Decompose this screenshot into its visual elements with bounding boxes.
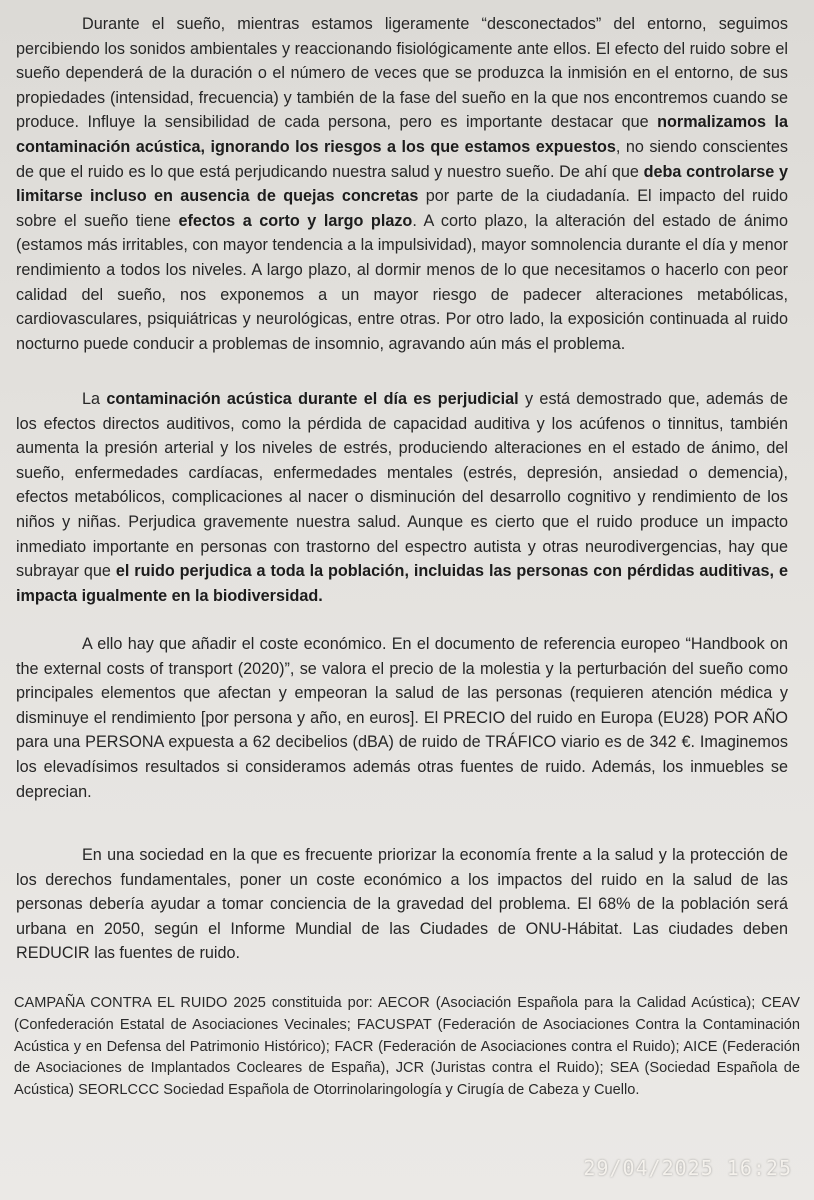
text-run: A ello hay que añadir el coste económico. En el documento de referencia europeo “Handbook on the external costs of transport (2020)”, se valora el precio de la molestia y la perturbación del sueño como principales elementos que afectan y empeoran la salud de las personas (requieren atención médica y disminuye el rendimiento [por persona y año, en euros]. El PRECIO del ruido en Europa (EU28) POR AÑO para una PERSONA expuesta a 62 decibelios (dBA) de ruido de TRÁFICO viario es de 342 €. Imaginemos los elevadísimos resultados si consideramos además otras fuentes de ruido. Además, los inmuebles se deprecian. [16,635,788,801]
text-run: , no siendo conscientes de que el ruido es lo que está perjudicando nuestra salud y nuestro sueño. De ahí que [16,137,788,181]
bold-text-run: efectos a corto y largo plazo [178,211,413,230]
paragraph-sleep-effects [16,12,788,356]
text-run: . A corto plazo, la alteración del estado de ánimo (estamos más irritables, con mayor tendencia a la impulsividad), mayor somnolencia durante el día y menor rendimiento a todos los niveles. A largo plazo, al dormir menos de lo que necesitamos o hacerlo con peor calidad del sueño, nos exponemos a un mayor riesgo de padecer alteraciones metabólicas, cardiovasculares, psiquiátricas y neurológicas, entre otras. Por otro lado, la exposición continuada al ruido nocturno puede conducir a problemas de insomnio, agravando aún más el problema. [16,211,788,353]
bold-text-run: normalizamos la contaminación acústica, ignorando los riesgos a los que estamos expuestos [16,113,788,156]
text-run: por parte de la ciudadanía. El impacto del ruido sobre el sueño tiene [16,187,789,230]
paragraph-society [16,843,788,966]
paragraph-daytime-noise [16,387,788,608]
campaign-footer: CAMPAÑA CONTRA EL RUIDO 2025 constituida por: AECOR (Asociación Española para la Calidad Acústica); CEAV (Confederación Estatal de Asociaciones Vecinales; FACUSPAT (Federación de Asociaciones Contra la Contaminación Acústica y en Defensa del Patrimonio Histórico); FACR (Federación de Asociaciones contra el Ruido); AICE (Federación de Asociaciones de Implantados Cocleares de España), JCR (Juristas contra el Ruido); SEA (Sociedad Española de Acústica) SEORLCCC Sociedad Española de Otorrinolaringología y Cirugía de Cabeza y Cuello. [14,995,800,1099]
bold-text-run: contaminación acústica durante el día es perjudicial [106,390,519,408]
photo-timestamp: 29/04/2025 16:25 [583,1156,792,1180]
text-run: Durante el sueño, mientras estamos ligeramente “desconectados” del entorno, seguimos percibiendo los sonidos ambientales y reaccionando fisiológicamente ante ellos. El efecto del ruido sobre el sueño dependerá de la duración o el número de veces que se produzca la inmisión en el entorno, de sus propiedades (intensidad, frecuencia) y también de la fase del sueño en la que nos encontremos cuando se produce. Influye la sensibilidad de cada persona, pero es importante destacar que [16,15,788,132]
text-run: En una sociedad en la que es frecuente priorizar la economía frente a la salud y la protección de los derechos fundamentales, poner un coste económico a los impactos del ruido en la salud de las personas debería ayudar a tomar conciencia de la gravedad del problema. El 68% de la población será urbana en 2050, según el Informe Mundial de las Ciudades de ONU-Hábitat. Las ciudades deben REDUCIR las fuentes de ruido. [16,846,788,963]
text-run: y está demostrado que, además de los efectos directos auditivos, como la pérdida de capacidad auditiva y los acúfenos o tinnitus, también aumenta la presión arterial y los niveles de estrés, produciendo alteraciones en el estado de ánimo, del sueño, enfermedades cardíacas, enfermedades mentales (estrés, depresión, ansiedad o demencia), efectos metabólicos, complicaciones al nacer o disminución del desarrollo cognitivo y rendimiento de los niños y niñas. Perjudica gravemente nuestra salud. Aunque es cierto que el ruido produce un impacto inmediato importante en personas con trastorno del espectro autista y otras neurodivergencias, hay que subrayar que [16,390,788,581]
text-run: La [82,390,107,408]
bold-text-run: el ruido perjudica a toda la población, incluidas las personas con pérdidas auditivas, e impacta igualmente en la biodiversidad. [16,562,788,605]
paragraph-economic-cost [16,632,788,804]
bold-text-run: deba controlarse y limitarse incluso en ausencia de quejas concretas [16,162,788,206]
